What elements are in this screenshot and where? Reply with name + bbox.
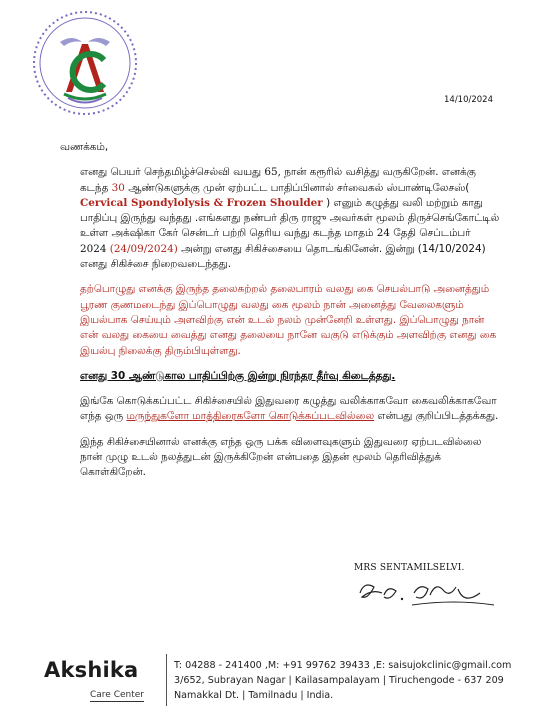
- footer: [0, 648, 560, 712]
- p1-text-c: ஆண்டுகளுக்கு முன் ஏற்பட்ட பாதிப்பினால் சர்வைகல் ஸ்பாண்டிலேசஸ்(: [128, 181, 470, 194]
- paragraph-3: எனது 30 ஆண்டுகால பாதிப்பிற்கு இன்று நிரந்தர தீர்வு கிடைத்தது.: [80, 369, 396, 382]
- brand-name: Akshika: [44, 658, 139, 682]
- contact-line-2: 3/652, Subrayan Nagar | Kailasampalayam | Tiruchengode - 637 209: [174, 675, 504, 686]
- p4-text-c: என்பது குறிப்பிடத்தக்கது.: [377, 410, 499, 423]
- p1-text-f: அன்று எனது சிகிச்சையை தொடங்கினேன். இன்று (14/10/2024) எனது சிகிச்சை நிறைவடைந்தது.: [80, 242, 486, 271]
- handwritten-signature: [354, 575, 504, 615]
- signature-name: MRS SENTAMILSELVI.: [354, 563, 465, 573]
- contact-line-3: Namakkal Dt. | Tamilnadu | India.: [174, 690, 334, 701]
- footer-divider: [166, 654, 167, 706]
- p1-day: 24: [376, 227, 390, 240]
- signature-scribble: [354, 575, 504, 611]
- letter-body: [60, 140, 500, 491]
- p1-age: 65,: [264, 166, 281, 179]
- p4-highlight: மருந்துகளோ மாத்திரைகளோ கொடுக்கப்படவில்லை: [126, 410, 375, 423]
- greeting: வணக்கம்,: [60, 141, 109, 153]
- p1-text-b: நான் கரூரில் வசித்து வருகிறேன். எனக்கு கடந்த: [80, 166, 476, 194]
- p1-english-diagnosis: Cervical Spondylolysis & Frozen Shoulder: [80, 196, 323, 209]
- letter-date: 14/10/2024: [444, 95, 493, 105]
- paragraph-1: [60, 165, 500, 272]
- clinic-logo-seal: [30, 8, 140, 118]
- footer-brand: [44, 658, 164, 702]
- paragraph-5: இந்த சிகிச்சையினால் எனக்கு எந்த ஒரு பக்க விளைவுகளும் இதுவரை ஏற்படவில்லை நான் முழு உடல் நலத்துடன் இருக்கிறேன் என்பதை இதன் மூலம் தெரிவித்துக் கொள்கிறேன்.: [80, 435, 482, 479]
- p1-text-a: எனது பெயர் செந்தமிழ்ச்செல்வி வயது: [80, 166, 262, 179]
- p1-text-e: தேதி செப்டம்பர்: [393, 227, 471, 240]
- contact-line-1: T: 04288 - 241400 ,M: +91 99762 39433 ,E: saisujokclinic@gmail.com: [174, 660, 512, 671]
- logo-seal-graphic: [30, 8, 140, 118]
- signature-block: [354, 563, 504, 615]
- paragraph-2: தற்பொழுது எனக்கு இருந்த தலைசுற்றல் தலைபாரம் வலது கை செயல்பாடு அனைத்தும் பூரண குணமடைந்து இப்பொழுது வலது கை மூலம் நான் அனைத்து வேலைகளும் இயல்பாக செய்யும் அளவிற்கு என் உடல் நலம் முன்னேறி உள்ளது. இப்பொழுது நான் என் வலது கையை வைத்து எனது தலையை நானே வகுடு எடுக்கும் அளவிற்கு எனது கை இயல்பு நிலைக்கு திரும்பியுள்ளது.: [80, 283, 497, 357]
- paragraph-4: [60, 394, 500, 425]
- p1-years: 30: [111, 181, 125, 194]
- p1-year: 2024: [80, 242, 107, 255]
- p1-date-paren: (24/09/2024): [109, 242, 178, 255]
- p1-text-d: ) எனும் கழுத்து வலி மற்றும் காது பாதிப்பு இருந்து வந்தது .எங்களது நண்பர் திரு ராஜு அவர்கள் மூலம் திருச்செங்கோட்டில் உள்ள அக்‌ஷிகா கேர் சென்டர் பற்றி தெரிய வந்து கடந்த மாதம்: [80, 196, 500, 240]
- p4-text-a: இங்கே கொடுக்கப்பட்ட சிகிச்சையில் இதுவரை கழுத்து வலிக்காகவோ கைவலிக்காகவோ எந்த ஒரு: [80, 395, 497, 423]
- brand-subtitle: Care Center: [90, 690, 144, 700]
- footer-contact: [174, 658, 554, 703]
